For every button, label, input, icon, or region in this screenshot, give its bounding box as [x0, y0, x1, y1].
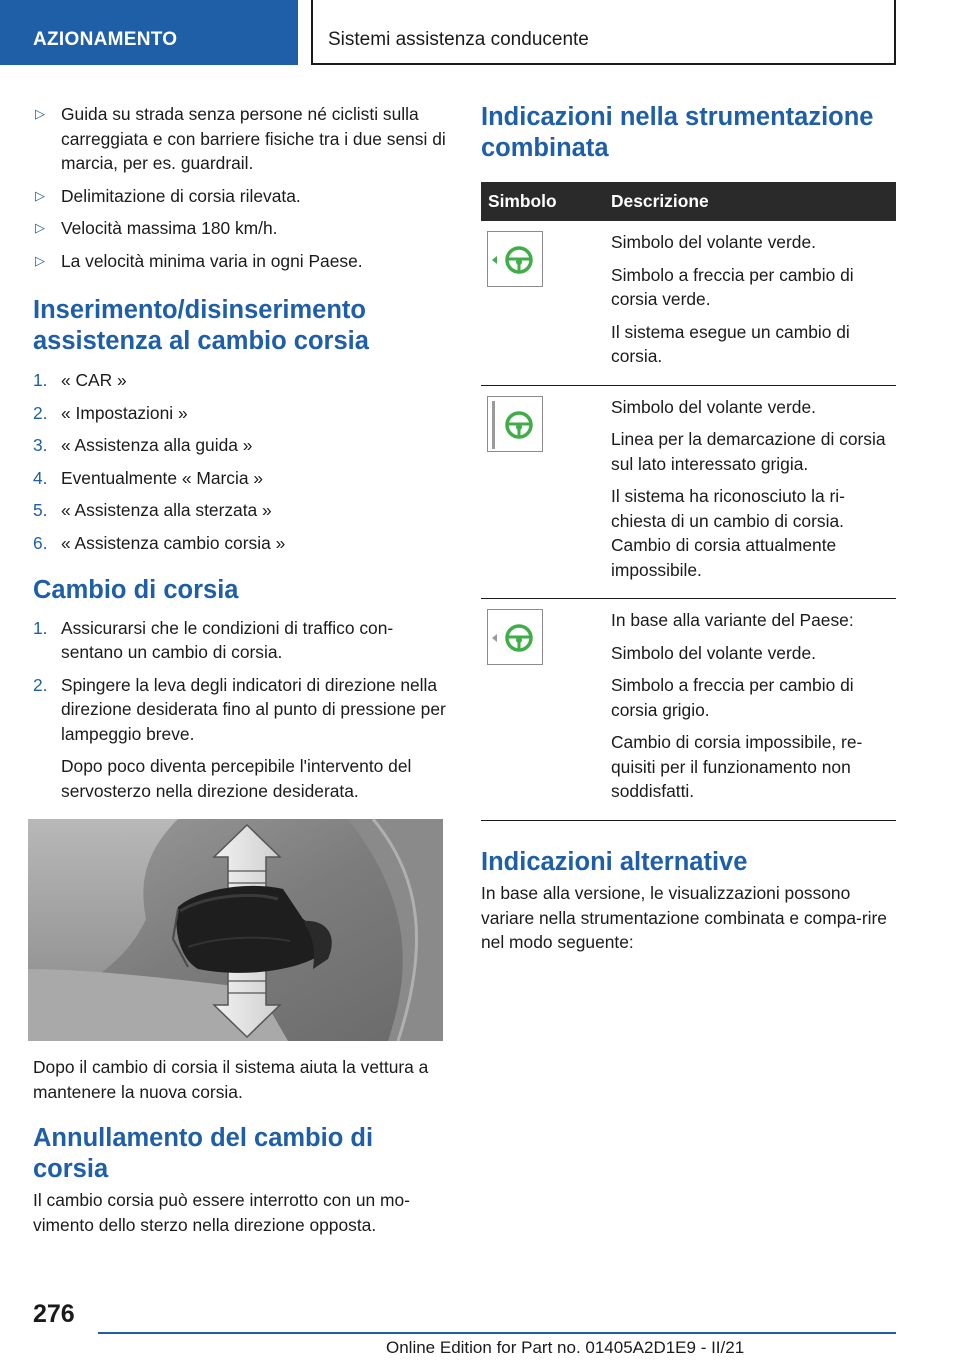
description-line: Simbolo del volante verde.	[611, 232, 816, 252]
description-line: Cambio di corsia impossibile, re-quisiti per il funzionamento non soddisfatti.	[611, 732, 863, 801]
turn-signal-lever-illustration	[28, 819, 443, 1041]
list-item: ▷ Guida su strada senza persone né ciclisti sulla carreggiata e con barriere fisiche tra i due sensi di marcia, per es. guardrail.	[35, 104, 446, 173]
description-line: In base alla variante del Paese:	[611, 610, 854, 630]
lever-image	[28, 819, 443, 1041]
description-line: Il sistema esegue un cambio di corsia.	[611, 321, 850, 366]
description-line: Simbolo del volante verde.	[611, 642, 816, 663]
chapter-header	[311, 0, 896, 65]
footer-divider	[98, 1332, 896, 1334]
cancel-heading: Annullamento del cambio di corsia	[33, 1124, 374, 1183]
list-item: ▷ Delimitazione di corsia rilevata.	[33, 184, 448, 209]
page-number: 276	[33, 1300, 75, 1328]
list-item: 1. « CAR »	[33, 370, 127, 390]
section-tab	[0, 0, 298, 65]
description-line: Il sistema ha riconosciuto la ri-chiesta di un cambio di corsia. Cambio di corsia attualmente impossibile.	[611, 486, 845, 580]
list-item: 2. « Impostazioni »	[33, 402, 188, 423]
list-item: 2. Spingere la leva degli indicatori di direzione nella direzione desiderata fino al punto di pressione per lampeggio breve. Dopo poco diventa percepibile l'intervento del servosterzo nella direzione desiderata.	[33, 674, 446, 801]
cancel-text: Il cambio corsia può essere interrotto con un mo-vimento dello sterzo nella direzione opposta.	[33, 1190, 410, 1235]
steering-wheel-grey-arrow-icon	[487, 609, 543, 665]
table-row	[481, 385, 896, 599]
cluster-heading: Indicazioni nella strumentazione combinata	[481, 103, 874, 162]
list-item: ▷ La velocità minima varia in ogni Paese.	[33, 249, 448, 274]
lane-change-heading: Cambio di corsia	[33, 576, 239, 604]
description-line: Simbolo a freccia per cambio di corsia verde.	[611, 264, 854, 309]
list-item: 3. « Assistenza alla guida »	[33, 435, 253, 455]
edition-text: Online Edition for Part no. 01405A2D1E9 - II/21	[386, 1338, 745, 1357]
alternative-heading: Indicazioni alternative	[481, 847, 748, 876]
chapter-title: Sistemi assistenza conducente	[328, 29, 589, 50]
column-header-description: Descrizione	[605, 182, 896, 221]
steering-wheel-green-line-icon	[487, 396, 543, 452]
list-item: ▷ Velocità massima 180 km/h.	[33, 216, 448, 241]
triangle-bullet-icon: ▷	[35, 252, 45, 268]
list-item: 5. « Assistenza alla sterzata »	[33, 500, 272, 520]
description-line: Simbolo a freccia per cambio di corsia grigio.	[611, 675, 854, 720]
triangle-bullet-icon: ▷	[35, 220, 45, 235]
triangle-bullet-icon: ▷	[35, 187, 45, 203]
table-row	[481, 221, 896, 385]
alternative-text: In base alla versione, le visualizzazioni possono variare nella strumentazione combinata e compa-rire nel modo seguente:	[481, 883, 887, 952]
list-item: 1. Assicurarsi che le condizioni di traffico con-sentano un cambio di corsia.	[33, 617, 394, 662]
table-row	[481, 599, 896, 821]
triangle-bullet-icon: ▷	[35, 106, 45, 121]
list-item: 6. « Assistenza cambio corsia »	[33, 532, 286, 553]
conditions-list	[33, 102, 448, 273]
list-item: 4. Eventualmente « Marcia »	[33, 467, 264, 488]
symbol-table	[481, 182, 896, 821]
description-line: Linea per la demarcazione di corsia sul lato interessato grigia.	[611, 429, 886, 474]
left-column	[33, 102, 448, 1237]
section-title: AZIONAMENTO	[33, 29, 178, 50]
steering-wheel-green-arrow-icon	[487, 231, 543, 287]
activation-heading: Inserimento/disinserimento assistenza al cambio corsia	[33, 296, 369, 355]
after-change-text: Dopo il cambio di corsia il sistema aiuta la vettura a mantenere la nuova corsia.	[33, 1057, 429, 1102]
lane-change-steps	[33, 616, 448, 804]
right-column	[481, 102, 896, 955]
activation-steps	[33, 368, 448, 555]
description-line: Simbolo del volante verde.	[611, 396, 816, 417]
column-header-symbol: Simbolo	[481, 182, 605, 221]
